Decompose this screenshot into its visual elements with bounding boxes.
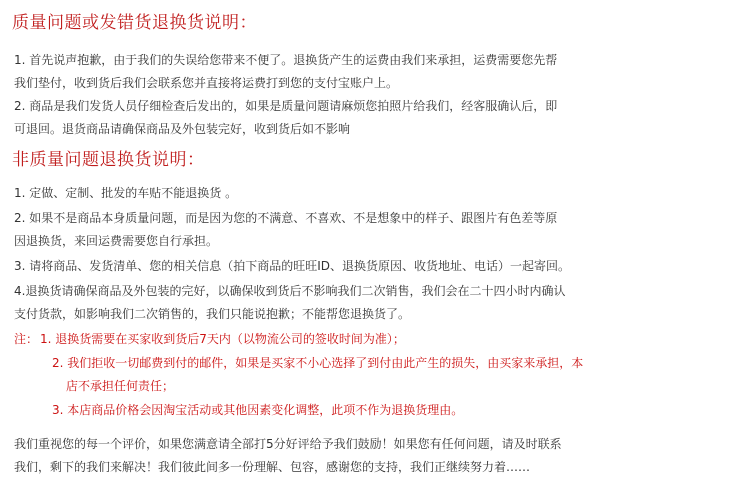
note-item-2-line-2: 店不承担任何责任；	[66, 379, 175, 393]
paragraph-2-line-1: 2. 商品是我们发货人员仔细检查后发出的，如果是质量问题请麻烦您拍照片给我们，经客服确认后，即	[14, 99, 558, 113]
paragraph-2-line-2: 可退回。退货商品请确保商品及外包装完好，收到货后如不影响	[14, 122, 351, 136]
note-item-2-line-1: 2. 我们拒收一切邮费到付的邮件，如果是买家不小心选择了到付由此产生的损失，由买家来承担，本	[52, 356, 584, 370]
list-item-2-line-2: 因退换货，来回运费需要您自行承担。	[14, 234, 219, 248]
closing-line-1: 我们重视您的每一个评价，如果您满意请全部打5分好评给予我们鼓励！如果您有任何问题，请及时联系	[14, 437, 562, 451]
heading-non-quality-issue: 非质量问题退换货说明：	[12, 150, 205, 170]
list-item-1: 1. 定做、定制、批发的车贴不能退换货 。	[14, 186, 238, 200]
note-item-3: 3. 本店商品价格会因淘宝活动或其他因素变化调整，此项不作为退换货理由。	[52, 403, 464, 417]
list-item-4-line-1: 4.退换货请确保商品及外包装的完好，以确保收到货后不影响我们二次销售，我们会在二十四小时内确认	[14, 284, 566, 298]
note-item-1: 1. 退换货需要在买家收到货后7天内（以物流公司的签收时间为准）；	[40, 332, 405, 346]
closing-line-2: 我们，剩下的我们来解决！我们彼此间多一份理解、包容，感谢您的支持，我们正继续努力着……	[14, 460, 531, 474]
note-label: 注：	[14, 332, 39, 346]
paragraph-1-line-1: 1. 首先说声抱歉，由于我们的失误给您带来不便了。退换货产生的运费由我们来承担，运费需要您先帮	[14, 53, 558, 67]
list-item-4-line-2: 支付货款，如影响我们二次销售的，我们只能说抱歉；不能帮您退换货了。	[14, 307, 411, 321]
list-item-3: 3. 请将商品、发货清单、您的相关信息（拍下商品的旺旺ID、退换货原因、收货地址、电话）一起寄回。	[14, 259, 571, 273]
list-item-2-line-1: 2. 如果不是商品本身质量问题，而是因为您的不满意、不喜欢、不是想象中的样子、跟图片有色差等原	[14, 211, 558, 225]
paragraph-1-line-2: 我们垫付，收到货后我们会联系您并直接将运费打到您的支付宝账户上。	[14, 76, 399, 90]
heading-quality-issue: 质量问题或发错货退换货说明：	[12, 13, 257, 33]
